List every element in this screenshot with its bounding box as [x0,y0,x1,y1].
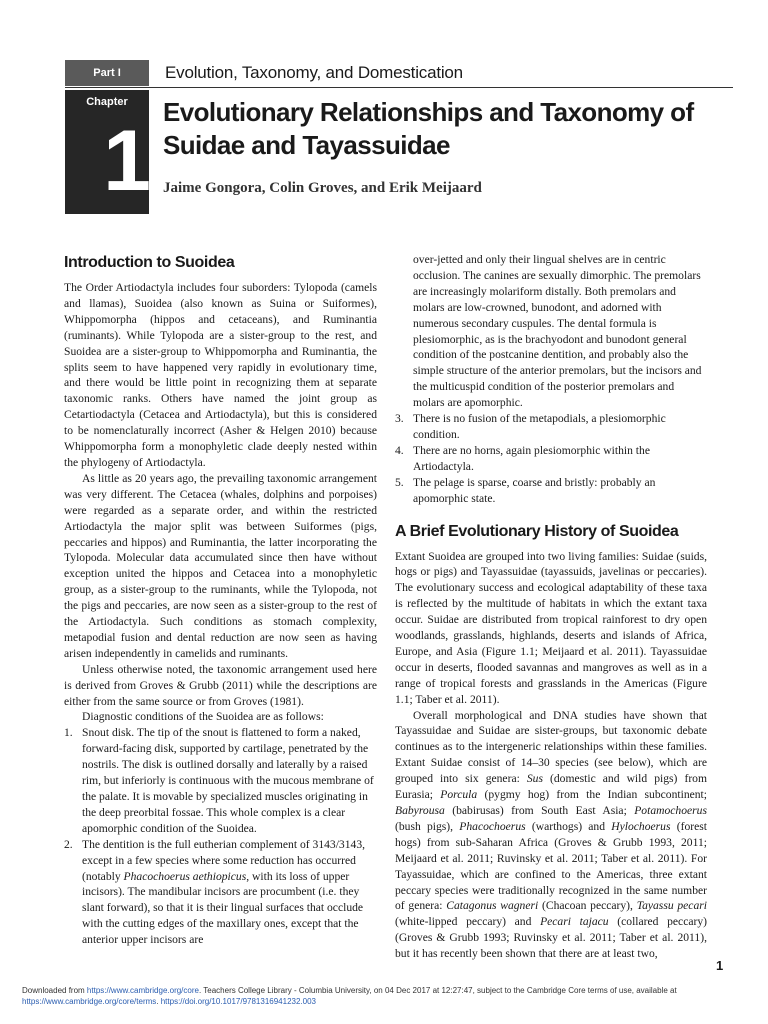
list-text: There is no fusion of the metapodials, a plesiomorphic condition. [413,412,666,441]
part-label: Part I [65,60,149,86]
footer-text: . [156,997,161,1006]
authors: Jaime Gongora, Colin Groves, and Erik Meijaard [163,180,482,196]
left-column [64,252,377,948]
text: Overall morphological and DNA studies have shown that Tayassuidae and Suidae are sister-groups, but taxonomic debate continues as to the intergeneric relationships within these families. Extant Suidae consist of 14–30 species (see below), which are grouped into six genera: [395,708,707,786]
terms-link[interactable]: https://www.cambridge.org/core/terms [22,997,157,1006]
list-item [64,837,377,948]
species-name: Phacochoerus aethiopicus [123,869,247,883]
chapter-number: 1 [103,113,151,209]
paragraph: Unless otherwise noted, the taxonomic arrangement used here is derived from Groves & Grubb (2011) while the descriptions are either from the same source or from Groves (1981). [64,662,377,708]
text: (collared peccary) (Groves & Grubb 1993; Ruvinsky et al. 2011; Taber et al. 2011), but it has recently been shown that there are at least two, [395,915,708,961]
list-text: The pelage is sparse, coarse and bristly: probably an apomorphic state. [413,475,656,505]
text: (bush pigs), [395,819,460,833]
list-item [395,475,707,507]
list-number: 4. [395,443,404,457]
doi-link[interactable]: https://doi.org/10.1017/9781316941232.003 [160,997,316,1006]
paragraph: As little as 20 years ago, the prevailing taxonomic arrangement was very different. The Cetacea (whales, dolphins and porpoises) were regarded as a separate order, and within the restricted Artiodactyla the major split was between Suiformes (pigs, peccaries and hippos) and Ruminantia, the latter incorporating the Tylopoda. Molecular data accumulated since then have without exception united the hippos and Cetacea into a monophyletic group, as a sister-group to the ruminants, while the Tylopoda, not the pigs and peccaries, are now seen as a sister-group to the rest of the Artiodactyla. Such conditions as stomach complexity, metapodial fusion and dental reduction are now seen as having arisen independently in camelids and ruminants. [64,471,377,660]
chapter-label: Chapter [86,96,128,108]
paragraph: The Order Artiodactyla includes four suborders: Tylopoda (camels and llamas), Suoidea (also known as Suina or Suiformes), Whippomorpha (hippos and cetaceans), and Ruminantia (ruminants). While Tylopoda are a sister-group to the rest, and Suoidea are a sister-group to Whippomorpha and Ruminantia, the splits seem to have happened very rapidly in evolutionary time, and there would be little point in recognizing them at separate taxonomic ranks. Others have named the joint group as Cetartiodactyla (Cetacea and Artiodactyla), but this is considered to be nomenclaturally incorrect (Asher & Helgen 2010) because Whippomorpha form a monophyletic clade deeply nested within the phylogeny of Artiodactyla. [64,281,377,469]
section-heading-intro: Introduction to Suoidea [64,254,235,271]
page-number: 1 [716,958,724,973]
genus-name: Hylochoerus [611,819,671,833]
paragraph: Diagnostic conditions of the Suoidea are as follows: [82,710,324,724]
list-text: There are no horns, again plesiomorphic within the Artiodactyla. [413,443,650,473]
text: (babirusas) from South East Asia; [444,804,635,817]
text: (domestic and wild pigs) from Eurasia; [395,772,707,802]
right-column [395,252,707,962]
chapter-box [65,90,149,214]
footer-text: Downloaded from [22,986,87,995]
list-text: The dentition is the full eutherian complement of 3143/3143, except in a few species where some reduction has occurred (notably [82,837,366,883]
species-name: Tayassu pecari [636,899,707,913]
text: (forest hogs) from sub-Saharan Africa (Groves & Grubb 1993, 2011; Meijaard et al. 2011; Ruvinsky et al. 2011; Taber et al. 2011). For Tayassuidae, which are confined to the Americas, three extant peccary species were traditionally recognized in the same number of genera: [395,819,707,913]
list-number: 5. [395,475,404,489]
species-name: Catagonus wagneri [446,899,539,913]
list-text: over-jetted and only their lingual shelves are in centric occlusion. The canines are sexually dimorphic. The premolars are increasingly molariform distally. Both premolars and molars are low-crowned, bunodont, and adorned with numerous secondary cuspules. The dental formula is plesiomorphic, as is the brachyodont and bunodont general condition of the postcanine dentition, and probably also the simple structure of the anterior premolars, but the incisors and the multicuspid condition of the posterior premolars and molars are apomorphic. [413,253,702,410]
list-number: 2. [64,837,73,851]
diagnostic-list-continued [395,252,707,507]
list-text: Snout disk. The tip of the snout is flattened to form a naked, forward-facing disk, supported by cartilage, penetrated by the nostrils. The disk is outlined dorsally and laterally by a raised rim, but inferiorly is continuous with the mucous membrane of the palate. It is movable by specialized muscles originating in the deep preorbital fossae. This whole complex is a clear apomorphic condition of the Suoidea. [82,726,374,835]
list-text: , with its loss of upper incisors). The mandibular incisors are procumbent (i.e. they slant forward), so that it is their lingual surfaces that occlude with the cutting edges of the maxillary ones, except that the anterior upper incisors are [82,869,364,947]
text: (Chacoan peccary), [538,899,637,913]
paragraph [395,708,707,963]
part-title: Evolution, Taxonomy, and Domestication [165,63,463,82]
genus-name: Babyrousa [395,804,445,817]
genus-name: Phacochoerus [459,819,526,833]
text: (warthogs) and [525,819,612,833]
list-number: 3. [395,412,404,426]
genus-name: Porcula [440,788,478,802]
list-item [395,443,707,475]
footer-text: . Teachers College Library - Columbia University, on 04 Dec 2017 at 12:27:47, subject to the Cambridge Core terms of use, available at [198,986,677,995]
list-item [395,411,707,443]
list-item-continued [395,252,707,411]
species-name: Pecari tajacu [540,915,609,929]
text: (pygmy hog) from the Indian subcontinent; [477,788,708,802]
list-number: 1. [64,726,73,740]
diagnostic-list [64,725,377,948]
list-item [64,725,377,836]
download-footer [22,985,752,1007]
genus-name: Potamochoerus [634,804,707,817]
header-rule [65,87,733,88]
paragraph: Extant Suoidea are grouped into two living families: Suidae (suids, hogs or pigs) and Tayassuidae (tayassuids, javelinas or peccaries). The evolutionary success and ecological adaptability of these taxa is reflected by the multitude of habitats in which the extant taxa occur. Suidae are distributed from tropical rainforest to dry open woodlands, grasslands, highlands, deserts and islands of Africa, Europe, and Asia (Figure 1.1; Meijaard et al. 2011). Tayassuidae occur in deserts, flooded savannas and mangroves as well as in a range of tropical forests and grasslands in the Americas (Figure 1.1; Taber et al. 2011). [395,549,707,706]
text: (white-lipped peccary) and [395,915,541,929]
chapter-title: Evolutionary Relationships and Taxonomy of Suidae and Tayassuidae [163,97,694,160]
cambridge-core-link[interactable]: https://www.cambridge.org/core [86,986,199,995]
genus-name: Sus [526,772,543,786]
section-heading-history: A Brief Evolutionary History of Suoidea [395,522,679,540]
